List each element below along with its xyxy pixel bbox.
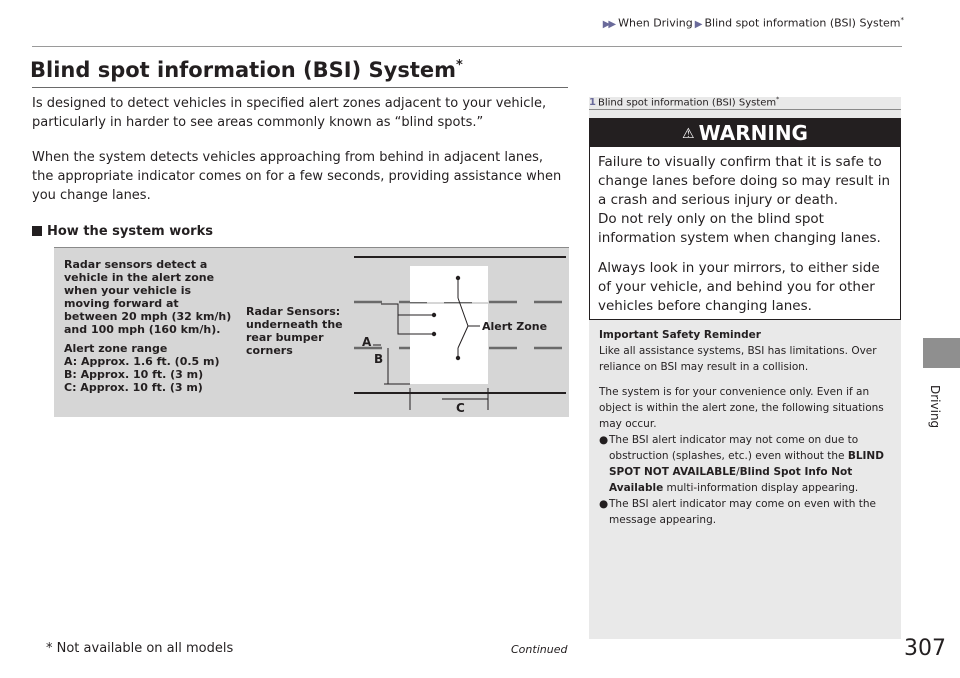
convenience-text: The system is for your convenience only. Even if an object is within the alert zone, the following situations may occur. — [599, 386, 884, 430]
subheading-text: How the system works — [47, 224, 213, 239]
section-tab — [923, 338, 960, 368]
square-bullet-icon — [32, 226, 42, 236]
title-rule — [32, 87, 568, 88]
alert-zone-label: Alert Zone — [482, 320, 548, 333]
bullet-dot-icon: ● — [599, 498, 609, 510]
sidebar-rule — [589, 109, 901, 110]
subheading — [32, 224, 213, 239]
double-arrow-icon: ▶▶ — [602, 18, 615, 30]
bullet-1-post: multi-information display appearing. — [663, 482, 859, 494]
sidebar-notes — [599, 327, 889, 528]
warning-body — [598, 153, 896, 316]
bullet-1-bold-1: BLIND SPOT NOT AVAILABLE — [609, 450, 884, 478]
sidebar-ref-number: 1 — [589, 97, 596, 109]
sidebar-title-text: Blind spot information (BSI) System — [597, 97, 777, 109]
reminder-heading: Important Safety Reminder — [599, 329, 761, 341]
title-mark: * — [455, 58, 463, 73]
alert-zone-upper — [410, 266, 488, 302]
page-title — [30, 58, 463, 82]
vehicle-rear — [410, 304, 488, 384]
header-rule — [32, 46, 902, 47]
figure-description-text: Radar sensors detect a vehicle in the alert zone when your vehicle is moving forward at between 20 mph (32 km/h) and 100 mph (160 km/h). — [64, 258, 232, 336]
range-b: B: Approx. 10 ft. (3 m) — [64, 368, 204, 381]
arrow-icon: ▶ — [694, 18, 703, 30]
footnote: * Not available on all models — [46, 641, 234, 656]
breadcrumb — [603, 16, 904, 30]
dim-b-label: B — [374, 352, 384, 366]
intro-paragraph: Is designed to detect vehicles in specified alert zones adjacent to your vehicle, particularly in harder to see areas commonly known as “blind spots.” — [32, 96, 547, 130]
dim-a-label: A — [362, 335, 372, 349]
sidebar-title-mark: * — [776, 96, 780, 103]
warning-header — [590, 119, 900, 147]
breadcrumb-page: Blind spot information (BSI) System — [704, 16, 901, 30]
range-c: C: Approx. 10 ft. (3 m) — [64, 381, 203, 394]
warning-text-1: Failure to visually confirm that it is safe to change lanes before doing so may result in a crash and serious injury or death. — [598, 154, 890, 208]
sensor-dot-upper — [432, 313, 436, 317]
radar-sensor-label: Radar Sensors: underneath the rear bumper corners — [246, 305, 343, 357]
bullet-2-text: The BSI alert indicator may come on even with the message appearing. — [609, 498, 876, 526]
sidebar-title — [589, 96, 779, 108]
bullet-dot-icon: ● — [599, 434, 609, 446]
figure-panel — [54, 247, 569, 417]
zone-dot-lower — [456, 356, 460, 360]
page-number: 307 — [904, 636, 946, 661]
warning-triangle-icon: ⚠ — [682, 126, 695, 142]
note-bullet-2 — [599, 496, 889, 528]
range-heading: Alert zone range — [64, 342, 168, 355]
bullet-1-bold-2: Blind Spot Info Not Available — [609, 466, 853, 494]
figure-description — [64, 258, 234, 394]
detection-paragraph: When the system detects vehicles approaching from behind in adjacent lanes, the appropriate indicator comes on for a few seconds, providing assistance when you change lanes. — [32, 150, 562, 203]
breadcrumb-mark: * — [900, 16, 904, 24]
reminder-text: Like all assistance systems, BSI has limitations. Over reliance on BSI may result in a collision. — [599, 345, 877, 373]
zone-dot-upper — [456, 276, 460, 280]
warning-box — [589, 118, 901, 320]
alert-zone-diagram — [346, 248, 569, 416]
section-tab-label: Driving — [928, 385, 942, 429]
continued-label: Continued — [511, 643, 568, 656]
warning-label: WARNING — [698, 121, 808, 145]
note-bullet-1 — [599, 432, 889, 496]
dim-c-label: C — [456, 401, 465, 415]
warning-text-3: Always look in your mirrors, to either side of your vehicle, and behind you for other vehicles before changing lanes. — [598, 260, 880, 314]
warning-text-2: Do not rely only on the blind spot information system when changing lanes. — [598, 211, 881, 246]
range-a: A: Approx. 1.6 ft. (0.5 m) — [64, 355, 220, 368]
breadcrumb-section: When Driving — [618, 16, 693, 30]
page-title-text: Blind spot information (BSI) System — [30, 58, 456, 82]
sensor-dot-lower — [432, 332, 436, 336]
bullet-1-pre: The BSI alert indicator may not come on due to obstruction (splashes, etc.) even without the — [609, 434, 859, 462]
bullet-1-sep: / — [736, 466, 740, 478]
